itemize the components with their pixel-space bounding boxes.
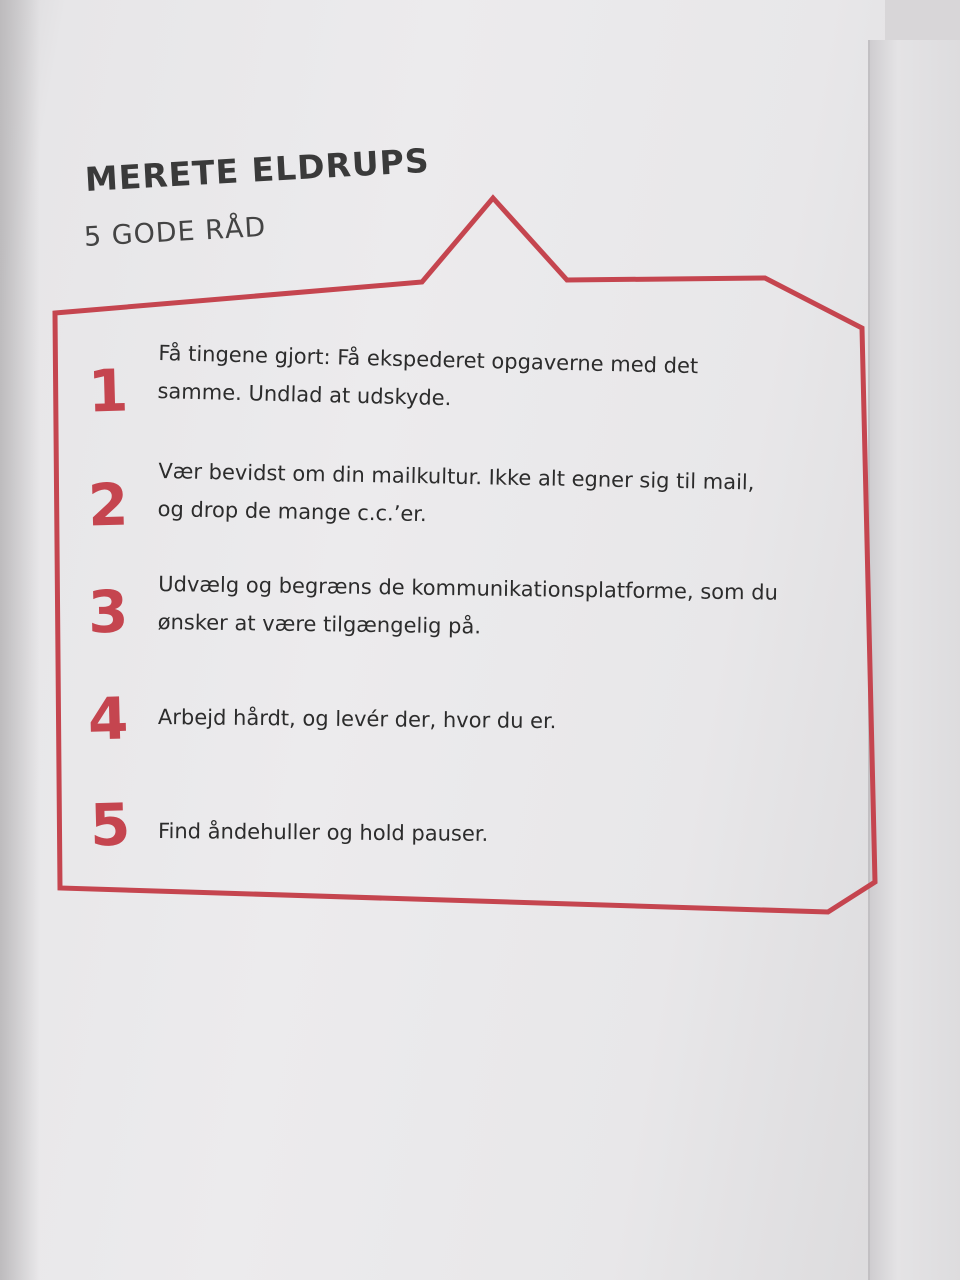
advice-line: Udvælg og begræns de kommunikationsplatforme, som du xyxy=(158,572,779,605)
advice-number-2: 2 xyxy=(87,470,130,540)
advice-line: Find åndehuller og hold pauser. xyxy=(157,819,489,846)
advice-number-5: 5 xyxy=(89,790,132,860)
advice-text-1 xyxy=(157,334,699,423)
advice-number-4: 4 xyxy=(87,684,130,754)
advice-text-5 xyxy=(158,812,489,853)
advice-text-3 xyxy=(157,565,778,650)
page-subtitle: 5 GODE RÅD xyxy=(83,211,267,253)
advice-number-1: 1 xyxy=(87,356,130,426)
advice-line: ønsker at være tilgængelig på. xyxy=(157,609,482,639)
advice-text-2 xyxy=(157,452,755,539)
advice-number-3: 3 xyxy=(87,577,130,647)
page-title: MERETE ELDRUPS xyxy=(83,140,431,199)
advice-text-4 xyxy=(158,698,557,740)
advice-line: og drop de mange c.c.’er. xyxy=(157,496,427,527)
advice-line: samme. Undlad at udskyde. xyxy=(157,378,452,411)
advice-line: Arbejd hårdt, og levér der, hvor du er. xyxy=(157,705,557,734)
advice-line: Få tingene gjort: Få ekspederet opgaverne med det xyxy=(158,341,699,379)
advice-line: Vær bevidst om din mailkultur. Ikke alt egner sig til mail, xyxy=(158,459,755,495)
